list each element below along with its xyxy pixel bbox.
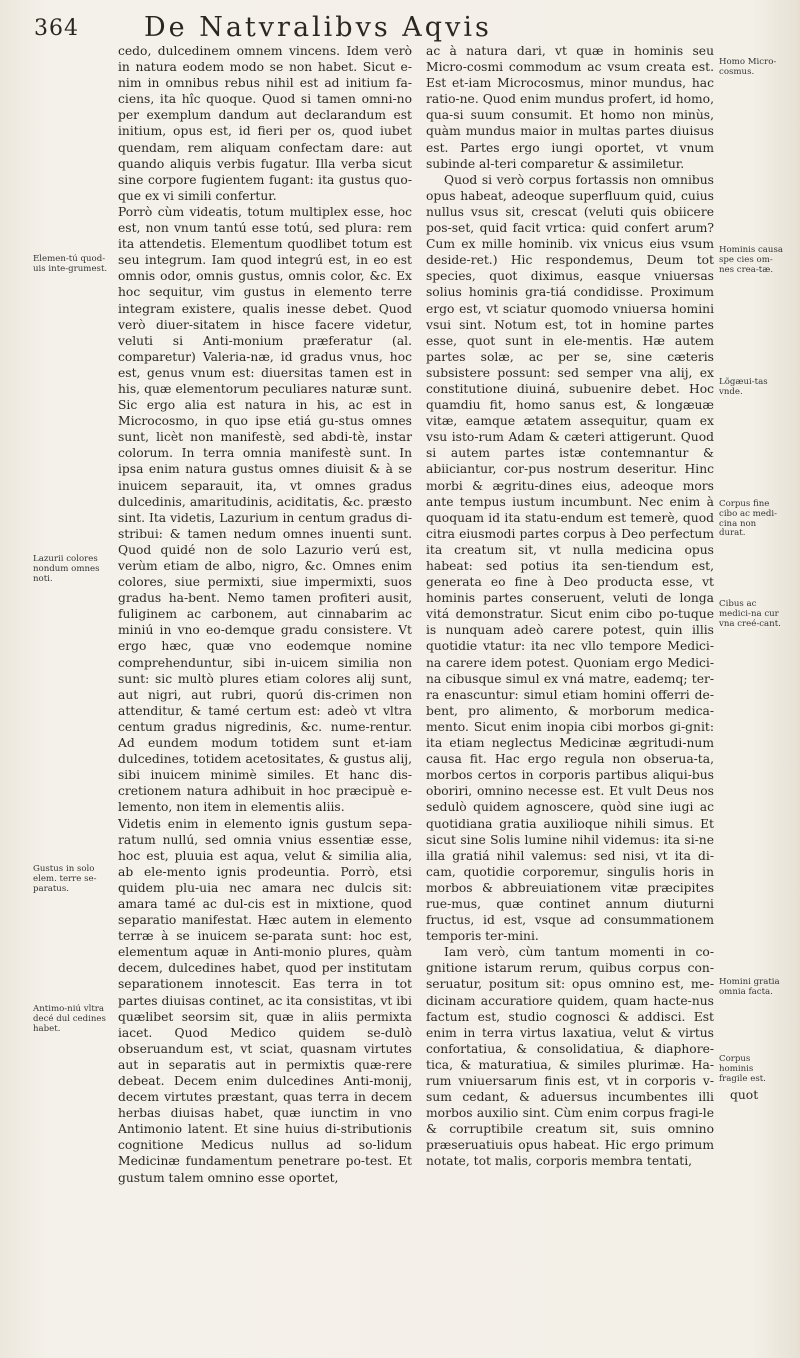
paragraph: ac à natura dari, vt quæ in hominis seu Micro-cosmi commodum ac vsum creata est. Est et-iam Microcosmus, minor mundus, hac ratio-ne. Quod enim mundus profert, id homo, qua-si suum consumit. Et homo non minùs, quàm mundus maior in multas partes diuisus est. Partes ergo iungi oportet, vt vnum subinde al-teri comparetur & assimiletur. — [426, 44, 714, 171]
paragraph: Iam verò, cùm tantum momenti in co-gnitione istarum rerum, quibus corpus con-seruatur, positum sit: opus omnino est, me-dicinam accuratiore quidem, quam hacte-nus factum est, studio cognosci & addisci. Est enim in terra virtus laxatiua, velut & virtus confortatiua, & consolidatiua, & diaphore-tica, & maturatiua, & similes plurimæ. Ha-rum vniuersarum finis est, vt in corporis v-sum cedant, & aduersus incumbentes illi morbos auxilio sint. Cùm enim corpus fragi-le & corruptibile creatum sit, suis omnino præseruatiuis opus habeat. Hic ergo primum notate, tot malis, corporis membra tentati, — [426, 945, 714, 1169]
margin-note-right: Corpus fine cibo ac medi-cina non durat. — [719, 499, 778, 539]
catchword: quot — [730, 1088, 759, 1102]
margin-note-right: Cibus ac medici-na cur vna creé-cant. — [719, 599, 781, 629]
margin-note-left: Lazurii colores nondum omnes noti. — [33, 554, 100, 584]
paragraph: Videtis enim in elemento ignis gustum sepa-ratum nullú, sed omnia vnius essentiæ esse, hoc est, pluuia est aqua, velut & similia alia, ab ele-mento ignis prodeuntia. Porrò, etsi quidem plu-uia nec amara nec dulcis sit: amara tamé ac dul-cis est in mixtione, quod separatio manifestat. Hæc autem in elemento terræ à se inuicem se-parata sunt: hoc est, elementum aquæ in Anti-monio plures, quàm decem, dulcedines habet, quod per institutam separationem innotescit. Eas terra in tot partes diuisas continet, ac ita consistitas, vt ibi quælibet seorsim sit, quæ in aliis permixta iacet. Quod Medico quidem se-dulò obseruandum est, vt sciat, quasnam virtutes aut in separatis aut in permixtis quæ-rere debeat. Decem enim dulcedines Anti-monij, decem virtutes præstant, quas terra in decem herbas diuisas habet, quæ iunctim in vno Antimonio latent. Et sine huius di-stributionis cognitione Medicus nullus ad so-lidum Medicinæ fundamentum penetrare po-test. Et gustum talem omnino esse oportet, — [118, 816, 412, 1185]
margin-note-right: Lõgæui-tas vnde. — [719, 377, 768, 397]
paragraph: Porrò cùm videatis, totum multiplex esse, hoc est, non vnum tantú esse totú, sed plura: rem ita attendetis. Elementum quodlibet totum est seu integrum. Iam quod integrú est, in eo est omnis odor, omnis gustus, omnis color, &c. Ex hoc sequitur, vim gustus in elemento terre integram existere, qualis inesse debet. Quod verò diuer-sitatem in hisce facere videtur, veluti si Anti-monium præferatur (al. comparetur) Valeria-næ, id gradus vnus, hoc est, genus vnum est: diuersitas tamen est in his, quæ elementorum peculiares naturæ sunt. Sic ergo alia est natura in his, ac est in Microcosmo, in quo ipse etiá gu-stus omnes sunt, licèt non manifestè, sed abdi-tè, instar colorum. In terra omnia manifestè sunt. In ipsa enim natura gustus omnes diuisit & à se inuicem separauit, ita, vt omnes gradus dulcedinis, amaritudinis, aciditatis, &c. præsto sint. Ita videtis, Lazurium in centum gradus di-stribui: & tamen nedum omnes inuenti sunt. Quod quidé non de solo Lazurio verú est, verùm etiam de albo, nigro, &c. Omnes enim colores, siue permixti, siue impermixti, suos gradus ha-bent. Nemo tamen profiteri ausit, fuliginem ac carbonem, aut cinnabarim ac miniú in vno eo-demque gradu consistere. Vt ergo hæc, quæ vno eodemque nomine comprehenduntur, sibi in-uicem similia non sunt: sic multò plures etiam colores alij sunt, aut nigri, aut rubri, quorú dis-crimen non attenditur, & tamé certum est: adeò vt vltra centum gradus nigredinis, &c. nume-rentur. Ad eundem modum totidem sunt et-iam dulcedines, totidem acetositates, & gustus alij, sibi inuicem minimè similes. Et hanc dis-cretionem natura adhibuit in hoc præcipuè e-lemento, non item in elementis aliis. — [118, 204, 412, 815]
paragraph: Quod si verò corpus fortassis non omnibus opus habeat, adeoque superfluum quid, cuius nullus vsus sit, crescat (veluti quis obiicere pos-set, quid facit vrtica: quid confert arum? Cum ex mille hominib. vix vnicus eius vsum deside-ret.) Hic respondemus, Deum tot species, quot diximus, easque vniuersas solius hominis gra-tiá condidisse. Proximum ergo est, vt sciatur quomodo vniuersa homini vsui sint. Notum est, tot in homine partes esse, quot sunt in ele-mentis. Hæ autem partes solæ, ac per se, sine cæteris subsistere possunt: sed semper vna alij, ex constitutione diuiná, subuenire debet. Hoc quamdiu fit, homo sanus est, & longæuæ vitæ, eamque ætatem assequitur, quam ex vsu isto-rum Adam & cæteri attigerunt. Quod si autem partes istæ contemnantur & abiiciantur, cor-pus nostrum deseritur. Hinc morbi & ægritu-dines eius, adeoque mors ante tempus iustum incumbunt. Nec enim à quoquam id ita statu-endum est temerè, quod citra eiusmodi partes corpus à Deo perfectum ita creatum sit, vt nulla medicina opus habeat: sed potius ita sen-tiendum est, generata eo fine à Deo producta esse, vt hominis partes conseruent, veluti de longa vitá demonstratur. Sicut enim cibo po-tuque is nunquam adeò carere potest, quin illis quotidie vtatur: ita nec vllo tempore Medici-na carere idem potest. Quoniam ergo Medici-na cibusque simul ex vná matre, eademq; ter-ra enascuntur: simul etiam homini offerri de-bent, pro alimento, & morborum medica-mento. Sicut enim inopia cibi morbos gi-gnit: ita etiam neglectus Medicinæ ægritudi-num causa fit. Hac ergo regula non obserua-ta, morbos certos in corporis partibus aliqui-bus oboriri, omnino necesse est. Et vult Deus nos sedulò quidem agnoscere, quòd sine iugi ac quotidiana gratia auxilioque nihili simus. Et sicut sine Solis lumine nihil videmus: ita si-ne illa gratiá nihil valemus: sed nisi, vt ita di-cam, quotidie corporemur, singulis horis in morbos & abbreuiationem vitæ præcipites rue-mus, quæ continet annum diuturni fructus, id est, vsque ad consummationem temporis ter-mini. — [426, 172, 714, 944]
margin-note-right: Homo Micro-cosmus. — [719, 57, 777, 77]
margin-note-left: Elemen-tú quod-uis inte-grumest. — [33, 254, 108, 274]
left-text-column — [118, 43, 412, 1186]
margin-note-right: Corpus hominis fragile est. — [719, 1054, 766, 1084]
right-text-column — [426, 43, 714, 1170]
margin-note-right: Hominis causa spe cies om-nes crea-tæ. — [719, 245, 783, 275]
margin-note-right: Homini gratia omnia facta. — [719, 977, 780, 997]
page-header — [34, 10, 774, 44]
running-title: De Natvralibvs Aqvis — [144, 12, 492, 43]
page-number: 364 — [34, 16, 79, 41]
margin-note-left: Antimo-niú vltra decé dul cedines habet. — [33, 1004, 106, 1034]
paragraph: cedo, dulcedinem omnem vincens. Idem verò in natura eodem modo se non habet. Sicut e-nim in omnibus rebus nihil est ad initium fa-ciens, ita hîc quoque. Quod si tamen omni-no per exemplum dandum aut declarandum est initium, opus est, id fieri per os, quod iubet quendam, rem aliquam confectam dare: aut quando aliquis verbis fugatur. Illa verba sicut sine corpore fugientem fugant: ita gustus quo-que ex vi simili confertur. — [118, 44, 412, 203]
margin-note-left: Gustus in solo elem. terre se-paratus. — [33, 864, 97, 894]
